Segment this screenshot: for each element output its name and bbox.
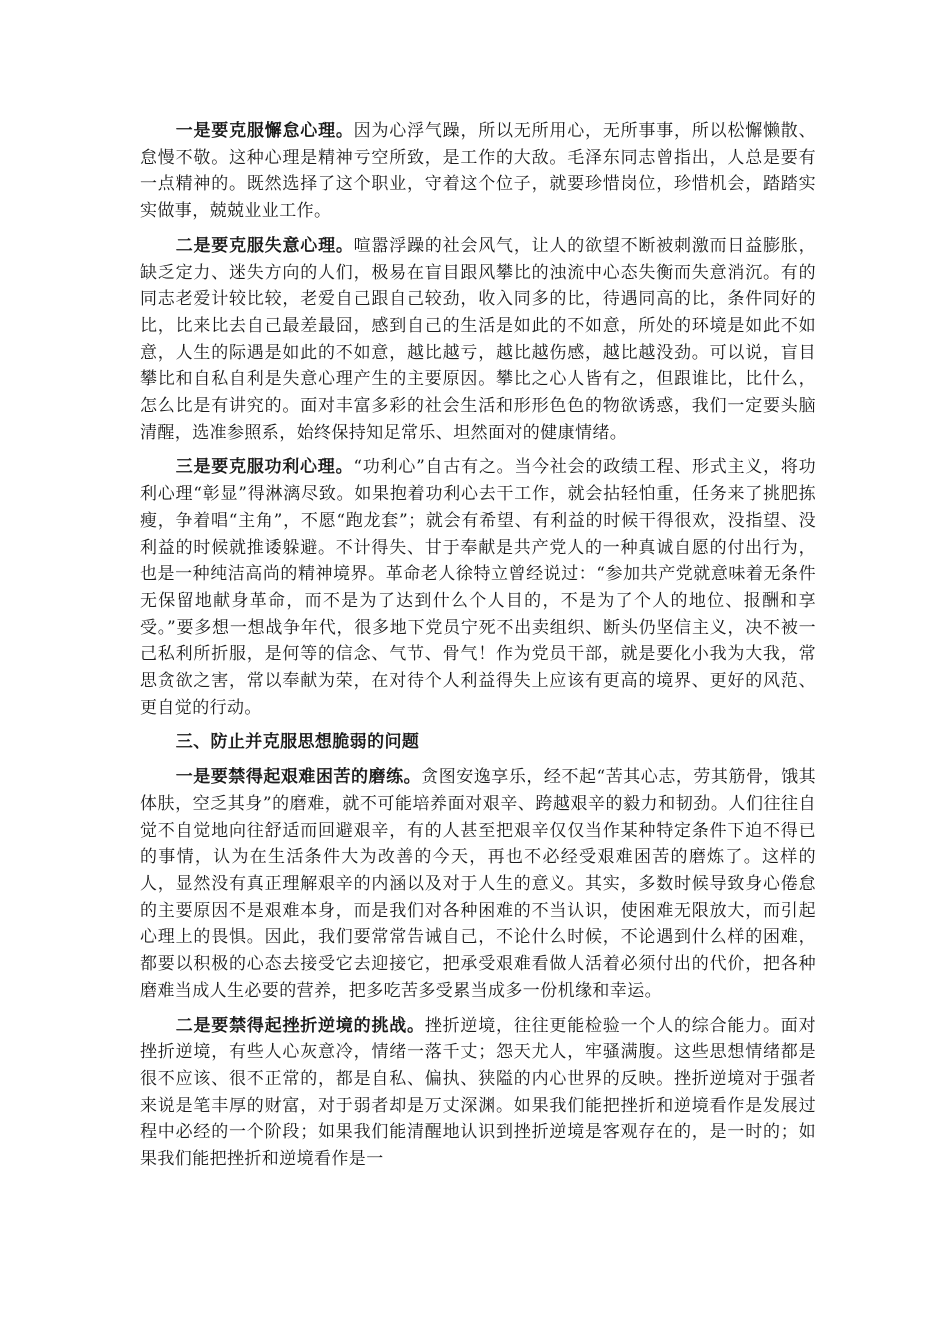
paragraph-lead: 一是要禁得起艰难困苦的磨练。: [175, 767, 422, 788]
paragraph-body: 喧嚣浮躁的社会风气，让人的欲望不断被刺激而日益膨胀，缺乏定力、迷失方向的人们，极易在盲目跟风攀比的浊流中心态失衡而失意消沉。有的同志老爱计较比较，老爱自己跟自己较劲，收入同多的比，待遇同高的比，条件同好的比，比来比去自己最差最囧，感到自己的生活是如此的不如意，所处的环境是如此不如意，人生的际遇是如此的不如意，越比越亏，越比越伤感，越比越没劲。可以说，盲目攀比和自私自利是失意心理产生的主要原因。攀比之心人皆有之，但跟谁比，比什么，怎么比是有讲究的。面对丰富多彩的社会生活和形形色色的物欲诱惑，我们一定要头脑清醒，选准参照系，始终保持知足常乐、坦然面对的健康情绪。: [140, 235, 817, 443]
paragraph-lead: 一是要克服懈怠心理。: [175, 121, 354, 141]
document-page: [140, 118, 816, 1181]
paragraph-lead: 三是要克服功利心理。: [175, 457, 354, 478]
paragraph-endure-hardship: [140, 764, 816, 1004]
paragraph-overcome-frustration: [140, 233, 816, 447]
paragraph-body: 因为心浮气躁，所以无所用心，无所事事，所以松懈懒散、怠慢不敬。这种心理是精神亏空所致，是工作的大敌。毛泽东同志曾指出，人总是要有一点精神的。既然选择了这个职业，守着这个位子，就要珍惜岗位，珍惜机会，踏踏实实做事，兢兢业业工作。: [140, 121, 817, 222]
section-heading: 三、防止并克服思想脆弱的问题: [175, 732, 420, 753]
paragraph-lead: 二是要克服失意心理。: [175, 235, 354, 256]
paragraph-lead: 二是要禁得起挫折逆境的挑战。: [175, 1015, 425, 1036]
paragraph-body: 挫折逆境，往往更能检验一个人的综合能力。面对挫折逆境，有些人心灰意冷，情绪一落千丈；怨天尤人，牢骚满腹。这些思想情绪都是很不应该、很不正常的，都是自私、偏执、狭隘的内心世界的反映。挫折逆境对于强者来说是笔丰厚的财富，对于弱者却是万丈深渊。如果我们能把挫折和逆境看作是发展过程中必经的一个阶段；如果我们能清醒地认识到挫折逆境是客观存在的，是一时的；如果我们能把挫折和逆境看作是一: [140, 1015, 816, 1170]
paragraph-overcome-utilitarianism: [140, 454, 816, 721]
paragraph-body: “功利心”自古有之。当今社会的政绩工程、形式主义，将功利心理“彰显”得淋漓尽致。如果抱着功利心去干工作，就会拈轻怕重，任务来了挑肥拣瘦，争着唱“主角”，不愿“跑龙套”；就会有希望、有利益的时候干得很欢，没指望、没利益的时候就推诿躲避。不计得失、甘于奉献是共产党人的一种真诚自愿的付出行为，也是一种纯洁高尚的精神境界。革命老人徐特立曾经说过：“参加共产党就意味着无条件无保留地献身革命，而不是为了达到什么个人目的，不是为了个人的地位、报酬和享受。”要多想一想战争年代，很多地下党员宁死不出卖组织、断头仍坚信主义，决不被一己私利所折服，是何等的信念、气节、骨气！作为党员干部，就是要化小我为大我，常思贪欲之害，常以奉献为荣，在对待个人利益得失上应该有更高的境界、更好的风范、更自觉的行动。: [140, 457, 817, 718]
paragraph-overcome-slackness: [140, 118, 816, 225]
paragraph-endure-setbacks: [140, 1013, 816, 1173]
paragraph-body: 贪图安逸享乐，经不起“苦其心志，劳其筋骨，饿其体肤，空乏其身”的磨难，就不可能培养面对艰辛、跨越艰辛的毅力和韧劲。人们往往自觉不自觉地向往舒适而回避艰辛，有的人甚至把艰辛仅仅当作某种特定条件下迫不得已的事情，认为在生活条件大为改善的今天，再也不必经受艰难困苦的磨炼了。这样的人，显然没有真正理解艰辛的内涵以及对于人生的意义。其实，多数时候导致身心倦怠的主要原因不是艰难本身，而是我们对各种困难的不当认识，使困难无限放大，而引起心理上的畏惧。因此，我们要常常告诫自己，不论什么时候，不论遇到什么样的困难，都要以积极的心态去接受它去迎接它，把承受艰难看做人活着必须付出的代价，把各种磨难当成人生必要的营养，把多吃苦多受累当成多一份机缘和幸运。: [140, 767, 817, 1001]
